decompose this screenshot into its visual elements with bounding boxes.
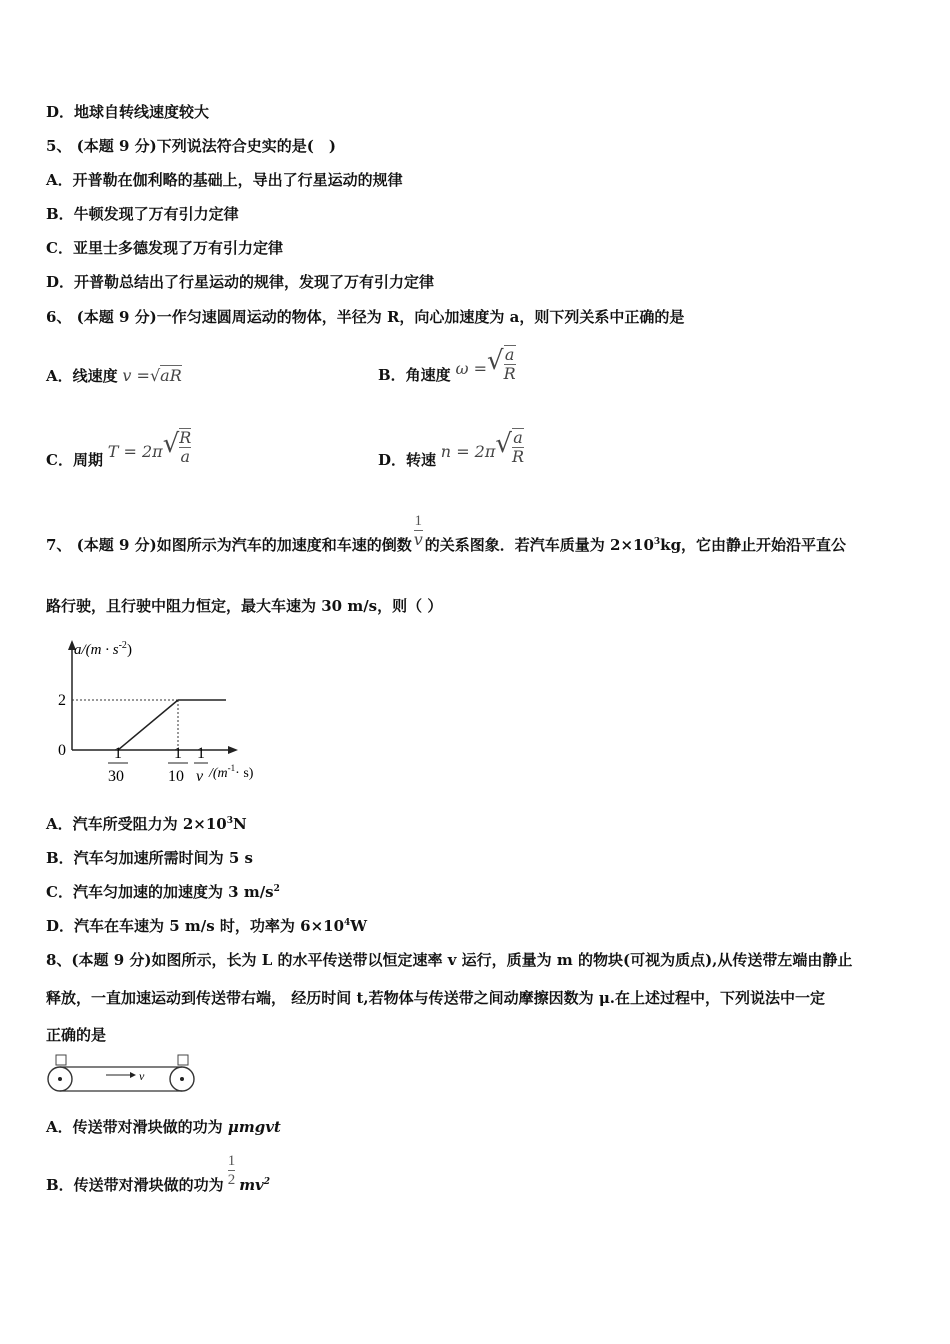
q8-block-right [178, 1055, 188, 1065]
q6-option-d-lhs: n = 2π [440, 442, 496, 461]
q8-stem-line1: 8、(本题 9 分)如图所示，长为 L 的水平传送带以恒定速率 v 运行，质量为 m 的物块(可视为质点),从传送带左端由静止 [46, 951, 853, 969]
q6-option-b-lhs: ω = [455, 359, 488, 378]
q7-graph-ramp-line [118, 700, 178, 750]
q7-option-a: A．汽车所受阻力为 $2\times 10^3N$ [46, 815, 247, 833]
q7-graph-x-tick1-num: 1 [114, 745, 122, 762]
q7-graph-x-tick2-den: 10 [168, 768, 184, 785]
q7-stem-fraction [414, 512, 423, 549]
q5-stem: 5、 (本题 9 分)下列说法符合史实的是( ) [46, 137, 336, 155]
q7-graph-x-label-num: 1 [197, 745, 205, 762]
q7-option-d: D．汽车在车速为 5 m/s 时，功率为 $6\times 10^4W$ [46, 917, 368, 935]
q7-stem-frac-den: v [413, 530, 423, 549]
q6-option-b-label: B．角速度 [378, 366, 451, 384]
q6-option-d-num: a [513, 428, 523, 447]
q7-stem-line2: 路行驶，且行驶中阻力恒定，最大车速为 30 m/s，则（ ） [46, 597, 443, 615]
q8-stem-line2: 释放，一直加速运动到传送带右端， 经历时间 t,若物体与传送带之间动摩擦因数为 μ.在上述过程中，下列说法中一定 [46, 989, 826, 1007]
q6-option-d-fraction [512, 428, 524, 466]
q8-block-left [56, 1055, 66, 1065]
q4-option-d: D．地球自转线速度较大 [46, 103, 210, 121]
q7-graph-y-tick-2: 2 [58, 692, 66, 709]
q7-graph-x-tick1-den: 30 [108, 768, 124, 785]
q6-option-d-label: D．转速 [378, 451, 437, 469]
q7-graph-x-tick2-num: 1 [174, 745, 182, 762]
q6-option-c: C．周期 T = 2π√ $\frac{R}{a}$ [46, 428, 192, 469]
q6-option-d: D．转速 n = 2π√ $\frac{a}{R}$ [378, 428, 524, 469]
q6-option-a-label: A．线速度 [46, 367, 118, 385]
q5-option-d: D．开普勒总结出了行星运动的规律，发现了万有引力定律 [46, 273, 435, 291]
q6-option-a-lhs: v = [122, 366, 150, 385]
q6-stem: 6、 (本题 9 分)一作匀速圆周运动的物体，半径为 R，向心加速度为 a，则下列关系中正确的是 [46, 308, 685, 326]
q7-stem-part2 [425, 534, 846, 556]
q6-option-c-lhs: T = 2π [107, 442, 163, 461]
q7-graph [46, 630, 286, 790]
q8-option-b: B．传送带对滑块做的功为 $\frac{1}{2}$ $mv^2$ [46, 1153, 271, 1194]
q7-stem-part1: 7、 (本题 9 分)如图所示为汽车的加速度和车速的倒数 [46, 536, 412, 554]
q7-stem-mass: 的关系图象．若汽车质量为 2×10 [424, 536, 654, 554]
q7-graph-origin: 0 [58, 742, 66, 759]
q5-option-b: B．牛顿发现了万有引力定律 [46, 205, 239, 223]
q6-option-c-den: a [180, 447, 191, 466]
q7-option-c: C．汽车匀加速的加速度为 3 $m/s^2$ [46, 883, 280, 901]
q7-graph-y-label: $a/(m \cdot s^{-2})$ [74, 640, 132, 658]
q6-option-b-fraction [504, 345, 516, 383]
q8-conveyor-belt-diagram [46, 1053, 206, 1097]
q6-option-c-fraction [179, 428, 191, 466]
q8-velocity-label: v [139, 1069, 145, 1083]
q7-stem-frac-num: 1 [414, 513, 423, 529]
q5-option-c: C．亚里士多德发现了万有引力定律 [46, 239, 283, 257]
q6-option-d-den: R [511, 447, 524, 466]
q6-option-c-label: C．周期 [46, 451, 103, 469]
q6-option-a: A．线速度 v =√aR [46, 366, 182, 385]
q7-graph-x-label-den: v [196, 768, 204, 785]
q7-stem [46, 512, 846, 556]
q8-stem-line3: 正确的是 [46, 1026, 107, 1044]
q7-graph-x-arrow [228, 746, 238, 754]
q6-option-b-num: a [504, 345, 515, 364]
q7-option-b: B．汽车匀加速所需时间为 5 s [46, 849, 254, 867]
q7-stem-mass-exp: 3 [653, 537, 661, 547]
q5-option-a: A．开普勒在伽利略的基础上，导出了行星运动的规律 [46, 171, 403, 189]
q7-stem-part3: kg，它由静止开始沿平直公 [660, 536, 847, 554]
q8-option-b-fraction: $\frac{1}{2}$ [227, 1153, 236, 1188]
q7-graph-x-label-unit: $/(m^{-1}\cdot s)$ [209, 763, 254, 781]
q6-option-c-num: R [179, 428, 192, 447]
q6-option-b-den: R [503, 364, 516, 383]
q6-option-a-radicand: aR [160, 366, 182, 385]
q6-option-b: B．角速度 ω =√ $\frac{a}{R}$ [378, 345, 516, 384]
q8-option-a: A．传送带对滑块做的功为 μmgvt [46, 1118, 281, 1136]
